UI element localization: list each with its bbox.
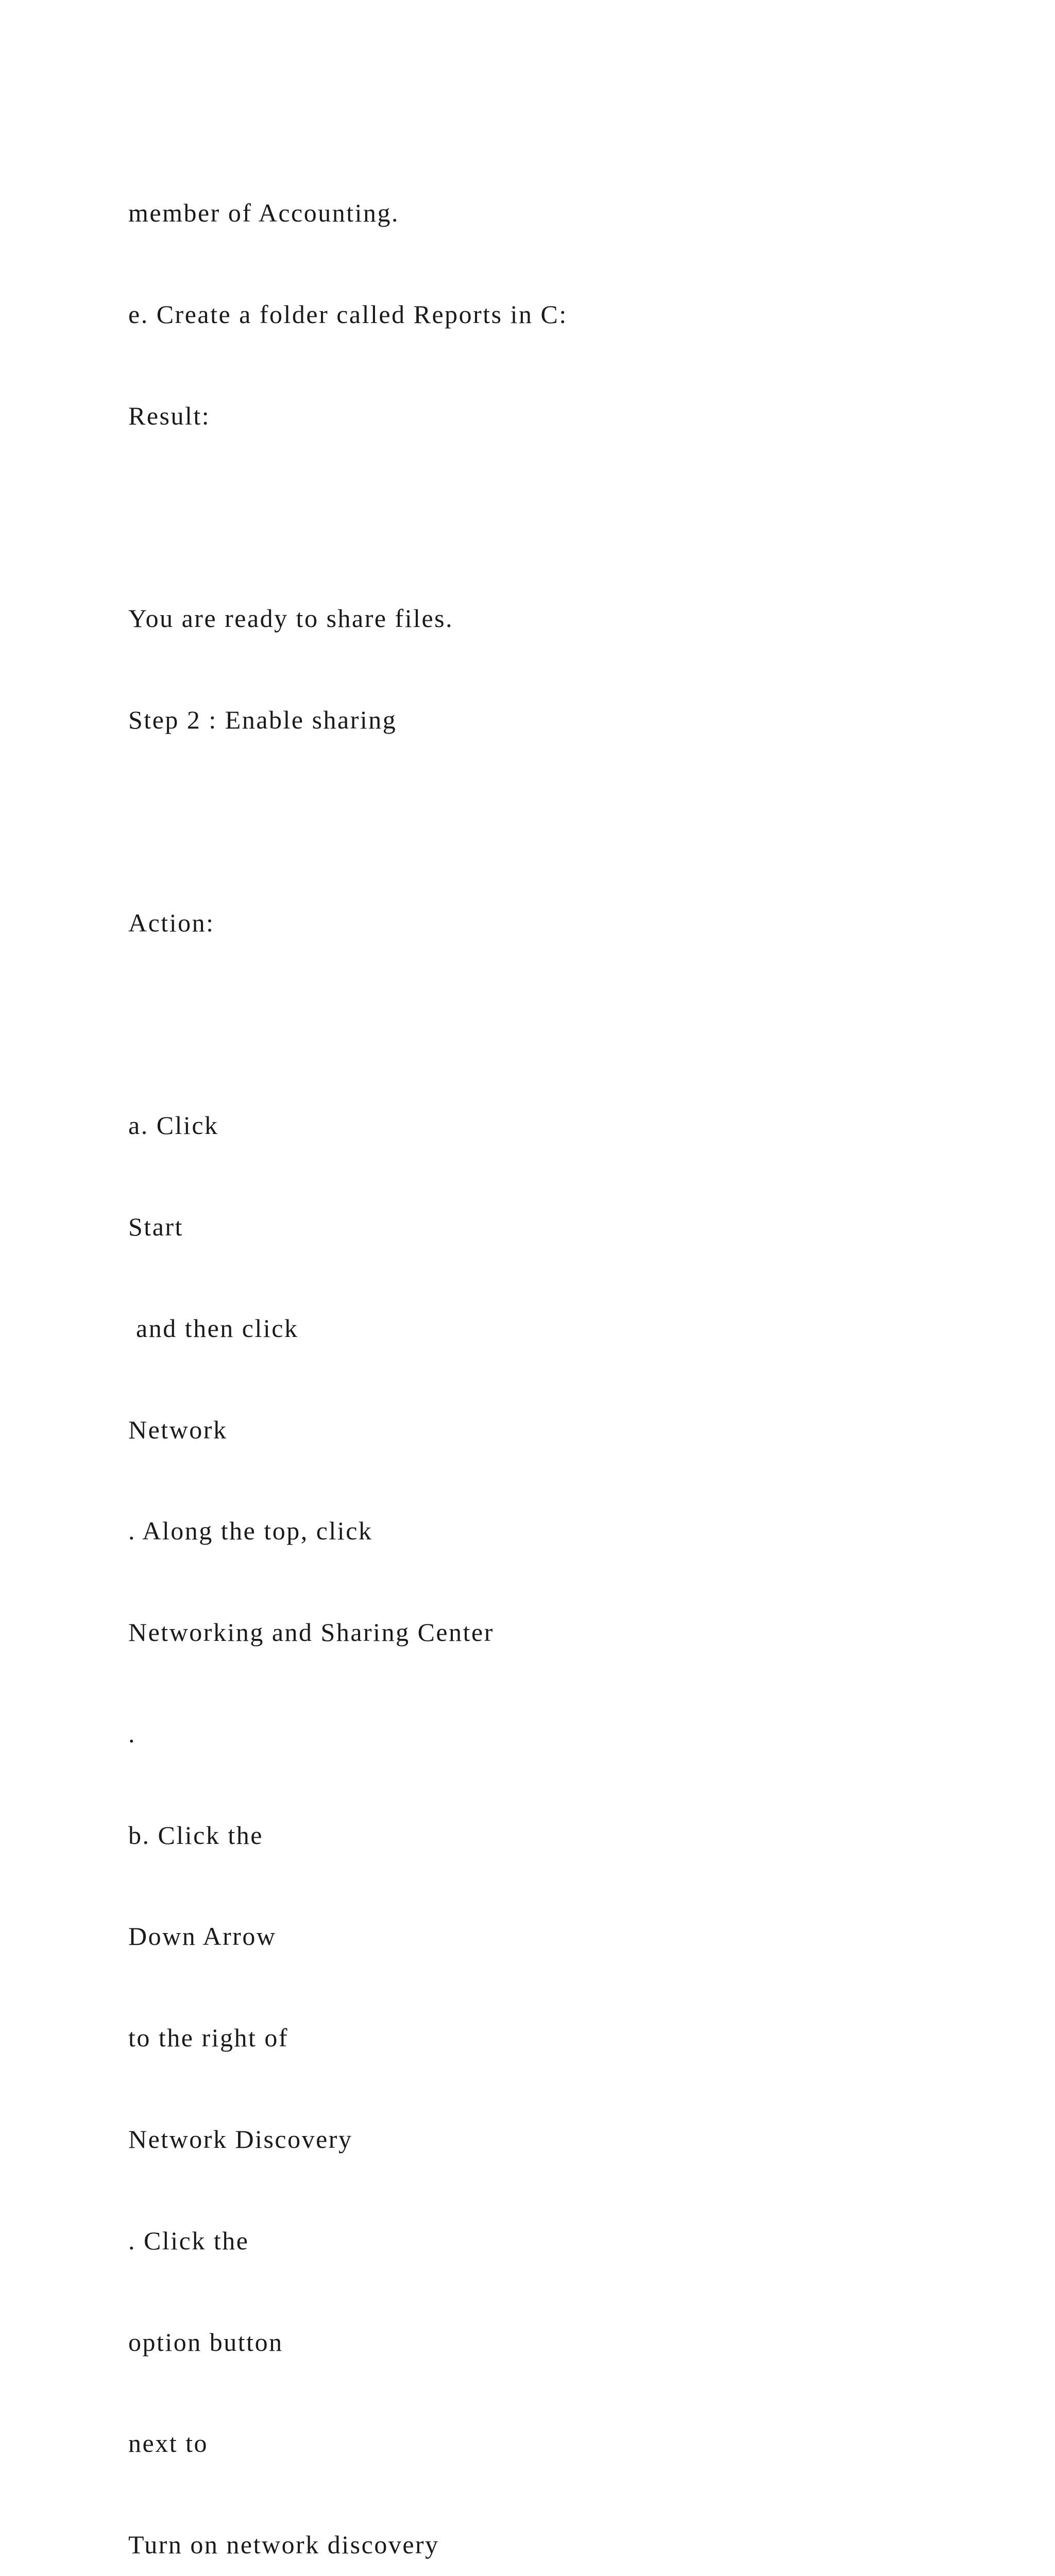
text-line: member of Accounting. xyxy=(128,198,399,228)
text-line: a. Click xyxy=(128,1111,219,1140)
document-body xyxy=(128,129,844,2576)
blank-line xyxy=(128,1007,844,1041)
text-line: . Along the top, click xyxy=(128,1516,373,1546)
text-line: b. Click the xyxy=(128,1820,263,1850)
text-line: e. Create a folder called Reports in C: xyxy=(128,299,568,329)
text-line: next to xyxy=(128,2429,208,2458)
text-line: option button xyxy=(128,2327,283,2357)
text-line: Network Discovery xyxy=(128,2125,353,2154)
action-label: Action: xyxy=(128,908,215,937)
text-line: You are ready to share files. xyxy=(128,604,454,633)
text-line: Networking and Sharing Center xyxy=(128,1618,494,1647)
step-heading: Step 2 : Enable sharing xyxy=(128,705,397,735)
text-line: Result: xyxy=(128,401,211,430)
text-line: . xyxy=(128,1719,136,1748)
blank-line xyxy=(128,501,844,535)
text-line: Network xyxy=(128,1415,228,1444)
blank-line xyxy=(128,805,844,839)
text-line: Down Arrow xyxy=(128,1922,277,1951)
text-line: to the right of xyxy=(128,2023,289,2053)
text-line: Turn on network discovery xyxy=(128,2530,439,2560)
text-line: and then click xyxy=(128,1313,299,1343)
text-line: . Click the xyxy=(128,2226,249,2255)
text-line: Start xyxy=(128,1212,183,1241)
